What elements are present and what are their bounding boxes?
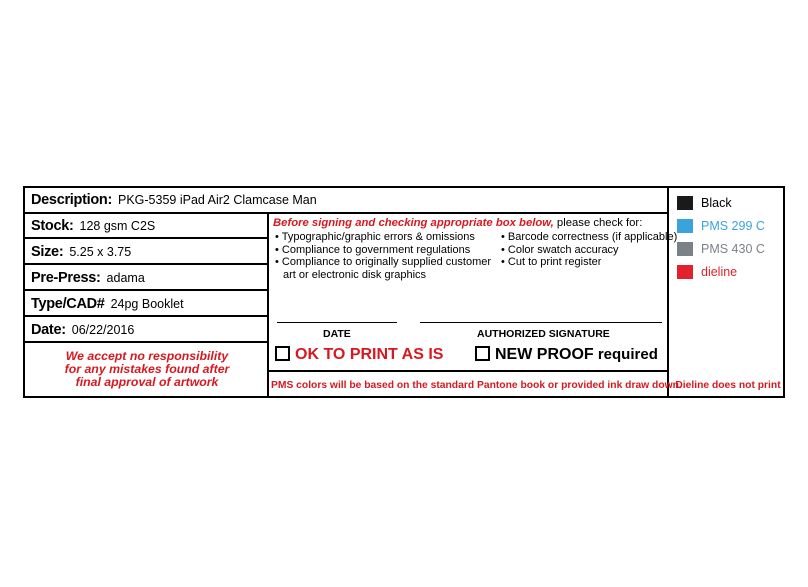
date-row xyxy=(31,322,134,338)
ok-to-print-checkbox[interactable] xyxy=(275,346,290,361)
swatch-label: PMS 299 C xyxy=(701,219,765,233)
disclaimer-line: We accept no responsibility xyxy=(65,349,229,363)
swatch-dieline xyxy=(677,265,737,279)
checklist-item: • Typographic/graphic errors & omissions xyxy=(275,231,475,243)
responsibility-disclaimer xyxy=(25,350,269,389)
row-divider xyxy=(25,263,269,265)
checklist-item: • Color swatch accuracy xyxy=(501,243,619,256)
signature-field-label: AUTHORIZED SIGNATURE xyxy=(477,328,610,340)
swatch-label: Black xyxy=(701,196,732,210)
date-field-label: DATE xyxy=(323,328,351,340)
swatch-label: dieline xyxy=(701,265,738,279)
type-cad-label: Type/CAD# xyxy=(31,296,105,312)
prepress-label: Pre-Press: xyxy=(31,270,101,286)
swatch-pms-430 xyxy=(677,242,765,256)
checklist-item: art or electronic disk graphics xyxy=(283,268,427,281)
dieline-swatch-icon xyxy=(677,265,693,279)
pms-note: PMS colors will be based on the standard Pantone book or provided ink draw down. xyxy=(271,380,682,391)
check-intro-emphasis: Before signing and checking appropriate box below, xyxy=(273,217,554,229)
stock-row xyxy=(31,218,155,234)
pms-430-swatch-icon xyxy=(677,242,693,256)
disclaimer-line: final approval of artwork xyxy=(75,375,219,389)
check-intro-rest: please check for: xyxy=(553,217,643,229)
black-swatch-icon xyxy=(677,196,693,210)
checklist-right xyxy=(501,231,677,269)
new-proof-required-label: required xyxy=(593,346,658,363)
checklist-item: • Cut to print register xyxy=(501,256,602,268)
stock-value: 128 gsm C2S xyxy=(79,219,156,233)
description-label: Description: xyxy=(31,192,112,208)
checklist-item: • Barcode correctness (if applicable) xyxy=(501,231,678,243)
row-divider xyxy=(25,341,269,343)
check-instructions xyxy=(273,217,642,229)
bottom-divider xyxy=(267,370,669,372)
swatch-black xyxy=(677,196,732,210)
description-divider xyxy=(25,212,668,214)
date-value: 06/22/2016 xyxy=(71,323,135,337)
approval-form xyxy=(23,186,785,398)
swatch-label: PMS 430 C xyxy=(701,242,765,256)
date-signature-line[interactable] xyxy=(277,322,397,323)
checklist-item: • Compliance to originally supplied customer xyxy=(275,256,492,268)
stock-label: Stock: xyxy=(31,218,74,234)
authorized-signature-line[interactable] xyxy=(420,322,662,323)
right-column-divider xyxy=(667,188,669,398)
checklist-left xyxy=(275,231,491,281)
checklist-item: • Compliance to government regulations xyxy=(275,243,471,256)
description-row xyxy=(31,192,317,208)
size-row xyxy=(31,244,131,260)
dieline-note: Dieline does not print xyxy=(675,380,781,391)
size-label: Size: xyxy=(31,244,64,260)
disclaimer-line: for any mistakes found after xyxy=(64,362,230,376)
ok-to-print-label: OK TO PRINT AS IS xyxy=(295,346,444,363)
prepress-row xyxy=(31,270,145,286)
type-cad-value: 24pg Booklet xyxy=(110,297,184,311)
new-proof-option[interactable] xyxy=(475,346,658,364)
new-proof-label: NEW PROOF xyxy=(495,346,594,363)
description-value: PKG-5359 iPad Air2 Clamcase Man xyxy=(118,193,317,207)
swatch-pms-299 xyxy=(677,219,765,233)
size-value: 5.25 x 3.75 xyxy=(69,245,132,259)
pms-299-swatch-icon xyxy=(677,219,693,233)
row-divider xyxy=(25,237,269,239)
new-proof-checkbox[interactable] xyxy=(475,346,490,361)
prepress-value: adama xyxy=(106,271,145,285)
row-divider xyxy=(25,289,269,291)
row-divider xyxy=(25,315,269,317)
type-cad-row xyxy=(31,296,184,312)
ok-to-print-option[interactable] xyxy=(275,346,443,364)
date-label: Date: xyxy=(31,322,66,338)
